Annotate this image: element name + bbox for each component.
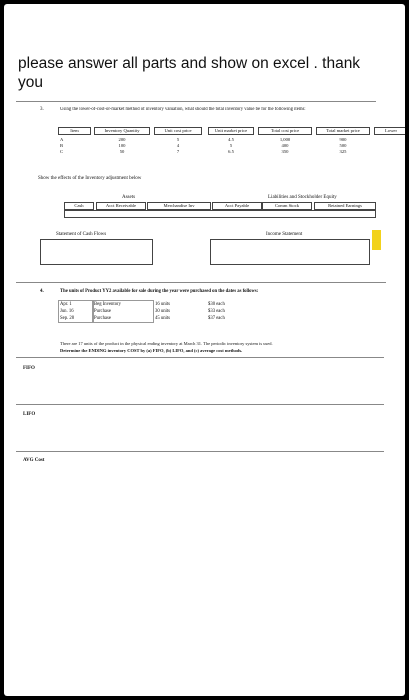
table-cell: 6.5: [228, 149, 234, 154]
header-label: Inventory Quantity: [104, 128, 140, 133]
income-statement-box: [210, 239, 370, 265]
header-label: Unit cost price: [164, 128, 192, 133]
purchase-frame: [58, 300, 94, 323]
table-cell: 350: [281, 149, 289, 154]
purchase-cell: Apr. 1: [60, 302, 72, 307]
effects-column-label: Acct Receivable: [105, 203, 137, 208]
highlight-marker: [372, 230, 381, 250]
header-label: Unit market price: [214, 128, 248, 133]
divider: [16, 357, 384, 358]
purchase-cell: Beg Inventory: [94, 302, 121, 307]
q4-prompt: The units of Product YY2 available for sale during the year were purchased on the dates as follows:: [60, 289, 259, 294]
fifo-label: FIFO: [23, 366, 35, 371]
table-cell: B: [60, 143, 64, 148]
table-cell: 4.5: [228, 137, 234, 142]
q4-instruction: Determine the ENDING inventory COST by (a) FIFO, (b) LIFO, and (c) average cost methods.: [60, 348, 243, 353]
cash-flows-box: [40, 239, 153, 265]
q3-number: 3.: [40, 107, 44, 112]
effects-column-label: Cash: [74, 203, 84, 208]
table-cell: A: [60, 137, 64, 142]
question-sheet: [4, 4, 405, 696]
table-cell: 100: [118, 143, 126, 148]
divider: [16, 282, 386, 283]
header-label: Lower: [385, 128, 397, 133]
divider: [16, 101, 376, 102]
purchase-cell: Purchase: [94, 309, 111, 314]
table-cell: 500: [339, 143, 347, 148]
purchase-cell: Jun. 16: [60, 309, 74, 314]
purchase-cell: 45 units: [155, 316, 170, 321]
purchase-cell: $33 each: [208, 309, 225, 314]
effects-label: Show the effects of the Inventory adjustment below: [38, 176, 142, 181]
effects-row: [64, 210, 376, 218]
purchase-cell: Sep. 28: [60, 316, 75, 321]
purchase-cell: $30 each: [208, 302, 225, 307]
purchase-cell: Purchase: [94, 316, 111, 321]
purchase-frame: [92, 300, 154, 323]
table-cell: C: [60, 149, 64, 154]
effects-column-label: Comm Stock: [274, 203, 300, 208]
q4-note: There are 17 units of the product in the physical ending inventory at March 31. The periodic inventory system is used.: [60, 341, 273, 346]
table-cell: 5: [229, 143, 233, 148]
effects-column-label: Acct Payable: [224, 203, 250, 208]
purchase-cell: 16 units: [155, 302, 170, 307]
effects-column-label: Merchandise Inv: [163, 203, 195, 208]
cash-flows-heading: Statement of Cash Flows: [56, 232, 107, 237]
table-cell: 1,000: [279, 137, 291, 142]
table-cell: 4: [176, 143, 180, 148]
question-title: please answer all parts and show on excel . thank you: [18, 55, 361, 91]
purchase-cell: 30 units: [155, 309, 170, 314]
table-cell: 325: [339, 149, 347, 154]
table-cell: 900: [339, 137, 347, 142]
header-label: Total cost price: [270, 128, 300, 133]
avg-cost-label: AVG Cost: [23, 458, 45, 463]
q4-number: 4.: [40, 289, 44, 294]
table-cell: 200: [118, 137, 126, 142]
table-cell: 7: [176, 149, 180, 154]
assets-heading: Assets: [122, 195, 136, 200]
lifo-label: LIFO: [23, 412, 36, 417]
divider: [16, 451, 384, 452]
effects-column-label: Retained Earnings: [328, 203, 362, 208]
header-label: Item: [70, 128, 79, 133]
table-cell: 50: [119, 149, 125, 154]
purchase-cell: $37 each: [208, 316, 225, 321]
header-label: Total market price: [326, 128, 360, 133]
table-cell: 5: [176, 137, 180, 142]
divider: [16, 404, 384, 405]
liabilities-heading: Liabilities and Stockholder Equity: [268, 195, 337, 200]
q3-prompt: Using the lower-of-cost-or-market method of inventory valuation, what should the total inventory value be for the following items:: [60, 107, 306, 112]
income-statement-heading: Income Statement: [266, 232, 303, 237]
table-cell: 400: [281, 143, 289, 148]
